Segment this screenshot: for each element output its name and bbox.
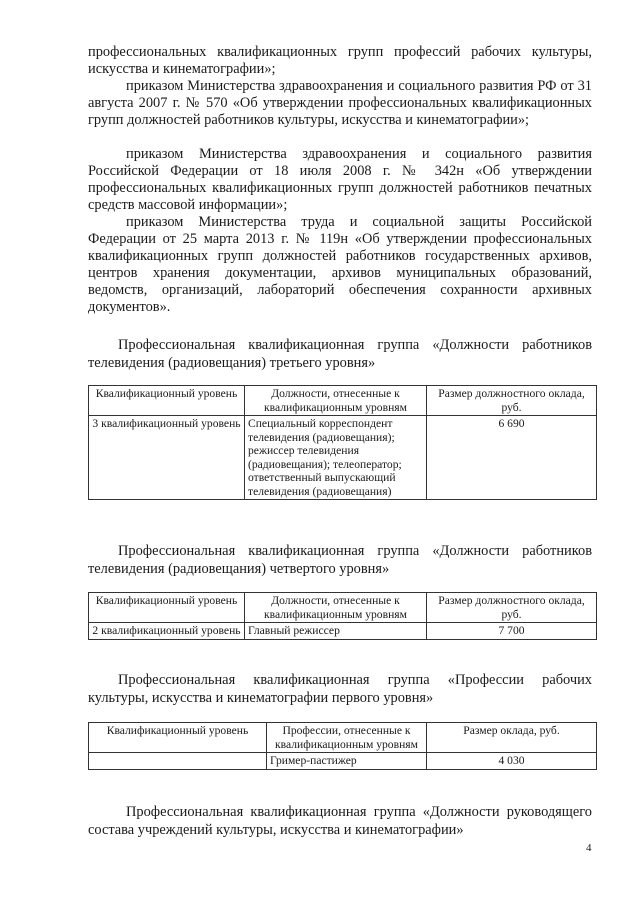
group3-heading: Профессиональная квалификационная группа «Профессии рабочих культуры, искусства и кинематографии первого уровня»	[88, 672, 592, 706]
cell-positions: Специальный корреспондент телевидения (радиовещания); режиссер телевидения (радиовещания); телеоператор; ответственный выпускающий телевидения (радиовещания)	[245, 416, 427, 500]
group3-table	[88, 722, 597, 770]
group2-table	[88, 592, 597, 640]
cell-salary: 6 690	[427, 416, 597, 500]
table-header-row	[89, 386, 597, 416]
header-level: Квалификационный уровень	[89, 593, 245, 623]
paragraph-3: приказом Министерства здравоохранения и социального развития Российской Федерации от 18 июля 2008 г. № 342н «Об утверждении профессиональных квалификационных групп должностей работников печатных средств массовой информации»;	[88, 146, 592, 213]
group1-table	[88, 385, 597, 500]
group4-heading: Профессиональная квалификационная группа «Должности руководящего состава учреждений культуры, искусства и кинематографии»	[88, 804, 592, 838]
cell-level: 3 квалификационный уровень	[89, 416, 245, 500]
cell-level: 2 квалификационный уровень	[89, 623, 245, 640]
cell-salary: 4 030	[427, 753, 597, 770]
group1-heading: Профессиональная квалификационная группа «Должности работников телевидения (радиовещания) третьего уровня»	[88, 337, 592, 371]
cell-professions: Гример-пастижер	[267, 753, 427, 770]
table-header-row	[89, 593, 597, 623]
paragraph-4: приказом Министерства труда и социальной защиты Российской Федерации от 25 марта 2013 г. № 119н «Об утверждении профессиональных квалификационных групп должностей работников государственных архивов, центров хранения документации, архивов муниципальных образований, ведомств, организаций, лабораторий обеспечения сохранности архивных документов».	[88, 214, 592, 315]
header-level: Квалификационный уровень	[89, 723, 267, 753]
page-number: 4	[586, 842, 592, 854]
header-positions: Должности, отнесенные к квалификационным уровням	[245, 593, 427, 623]
cell-level	[89, 753, 267, 770]
header-positions: Должности, отнесенные к квалификационным уровням	[245, 386, 427, 416]
table-row	[89, 753, 597, 770]
paragraph-1: профессиональных квалификационных групп профессий рабочих культуры, искусства и кинематографии»;	[88, 44, 592, 77]
header-salary: Размер должностного оклада, руб.	[427, 386, 597, 416]
cell-positions: Главный режиссер	[245, 623, 427, 640]
table-row	[89, 416, 597, 500]
header-professions: Профессии, отнесенные к квалификационным уровням	[267, 723, 427, 753]
table-row	[89, 623, 597, 640]
group2-heading: Профессиональная квалификационная группа «Должности работников телевидения (радиовещания) четвертого уровня»	[88, 543, 592, 577]
header-salary: Размер оклада, руб.	[427, 723, 597, 753]
cell-salary: 7 700	[427, 623, 597, 640]
header-level: Квалификационный уровень	[89, 386, 245, 416]
table-header-row	[89, 723, 597, 753]
header-salary: Размер должностного оклада, руб.	[427, 593, 597, 623]
paragraph-2: приказом Министерства здравоохранения и социального развития РФ от 31 августа 2007 г. № 570 «Об утверждении профессиональных квалификационных групп должностей работников культуры, искусства и кинематографии»;	[88, 78, 592, 128]
